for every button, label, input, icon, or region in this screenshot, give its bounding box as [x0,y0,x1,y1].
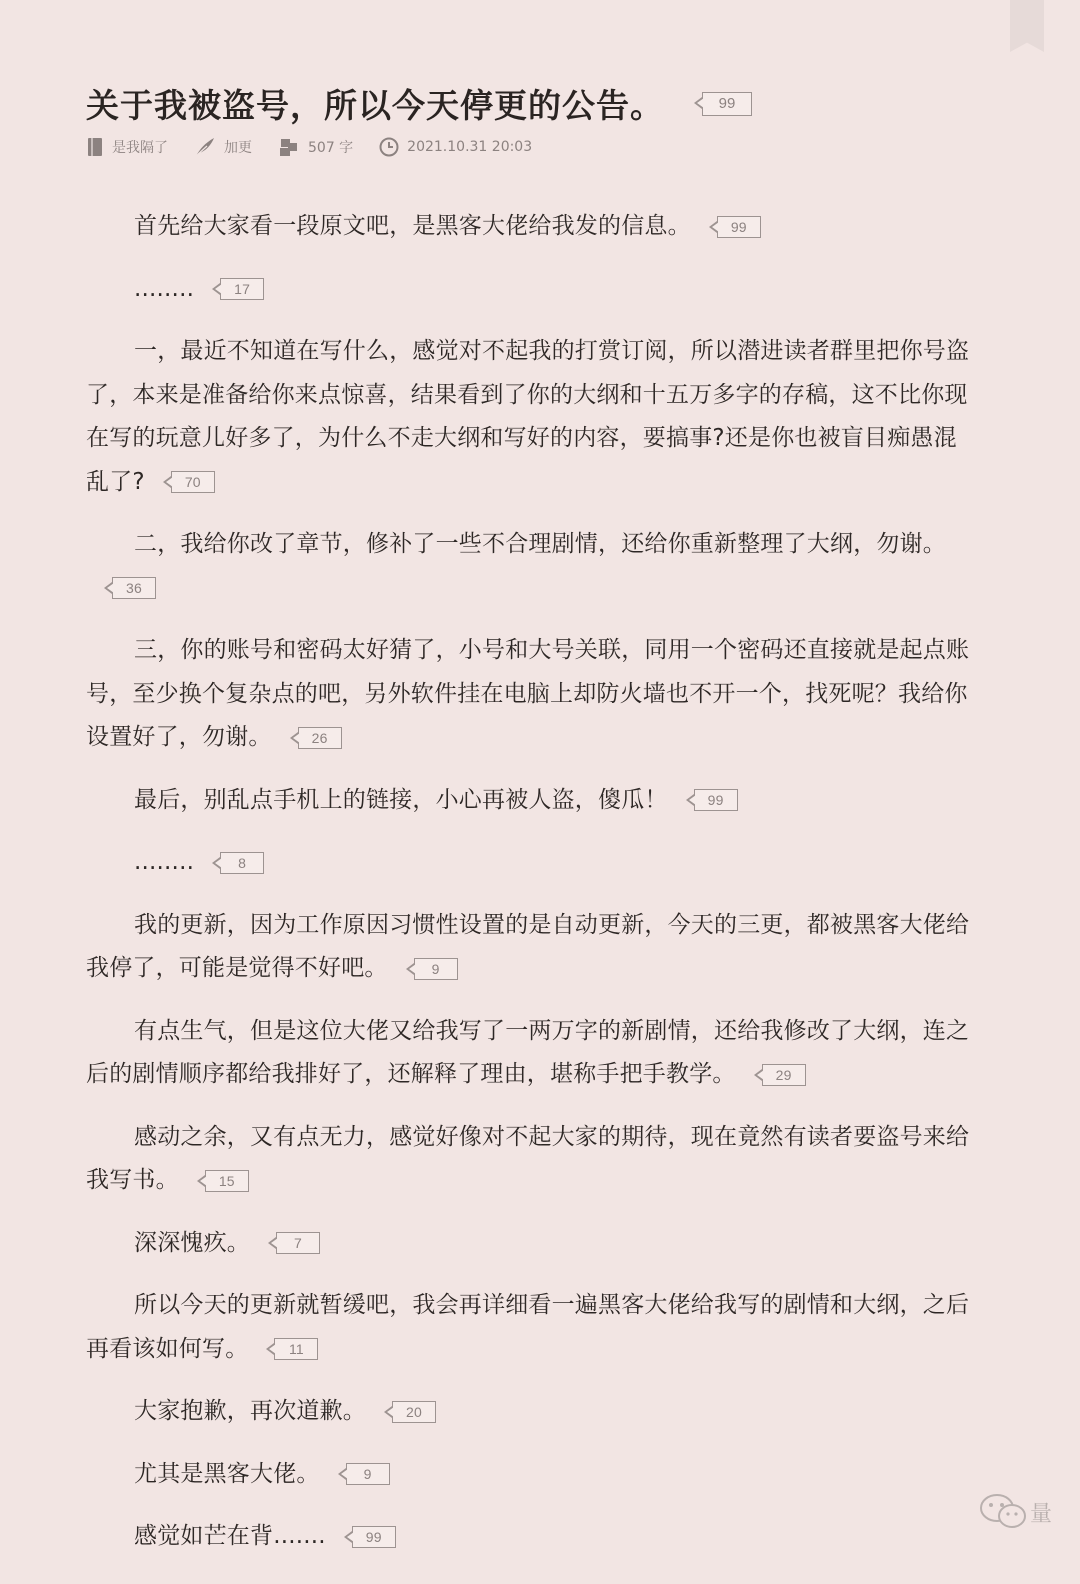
paragraph [86,1390,978,1434]
paragraph [86,779,978,823]
feather-icon [194,137,216,157]
stack-icon [278,137,300,157]
comment-badge[interactable]: 9 [414,958,458,980]
comment-badge[interactable]: 29 [762,1064,806,1086]
comment-badge[interactable]: 36 [112,577,156,599]
paragraph-text: 大家抱歉，再次道歉。 [134,1398,366,1424]
paragraph [86,330,978,504]
comment-badge[interactable]: 15 [205,1170,249,1192]
paragraph [86,523,978,610]
comment-badge[interactable]: 99 [717,216,761,238]
paragraph-text: 有点生气，但是这位大佬又给我写了一两万字的新剧情，还给我修改了大纲，连之后的剧情顺序都给我排好了，还解释了理由，堪称手把手教学。 [86,1017,970,1087]
paragraph-text: 三，你的账号和密码太好猜了，小号和大号关联，同用一个密码还直接就是起点账号，至少换个复杂点的吧，另外软件挂在电脑上却防火墙也不开一个，找死呢？我给你设置好了，勿谢。 [86,637,970,750]
meta-type [194,137,252,157]
paragraph-text: 二，我给你改了章节，修补了一些不合理剧情，还给你重新整理了大纲，勿谢。 [134,531,946,557]
paragraph-text: 感觉如芒在背....... [134,1523,326,1549]
meta-words [278,137,353,157]
paragraph [86,1116,978,1203]
paragraph [86,904,978,991]
comment-badge[interactable]: 70 [171,471,215,493]
paragraph [86,1515,978,1559]
comment-badge[interactable]: 8 [220,852,264,874]
paragraph-text: 深深愧疚。 [134,1229,250,1256]
paragraph-text: 感动之余，又有点无力，感觉好像对不起大家的期待，现在竟然有读者要盗号来给我写书。 [86,1123,970,1193]
paragraph [86,1284,978,1371]
title-row [86,80,752,127]
meta-time [379,137,532,157]
wechat-icon [978,1492,1030,1532]
paragraph-text: 所以今天的更新就暂缓吧，我会再详细看一遍黑客大佬给我写的剧情和大纲，之后再看该如何写。 [86,1292,970,1362]
comment-badge[interactable]: 11 [274,1338,318,1360]
paragraph-text: 首先给大家看一段原文吧，是黑客大佬给我发的信息。 [134,213,691,239]
paragraph-text: 最后，别乱点手机上的链接，小心再被人盗，傻瓜！ [134,786,668,813]
paragraph [86,841,978,885]
paragraph [86,268,978,312]
meta-book-label: 是我隔了 [112,140,168,156]
chapter-content [86,205,978,1578]
meta-type-label: 加更 [224,140,252,156]
comment-badge[interactable]: 17 [220,278,264,300]
watermark [978,1492,1052,1532]
paragraph-text: 尤其是黑客大佬。 [134,1460,320,1487]
paragraph [86,1010,978,1097]
paragraph [86,629,978,760]
chapter-title: 关于我被盗号，所以今天停更的公告。 [86,86,664,125]
meta-words-label: 507 字 [308,140,354,156]
paragraph-text: ........ [134,849,195,875]
meta-time-label: 2021.10.31 20:03 [407,139,533,155]
paragraph [86,205,978,249]
comment-badge[interactable]: 26 [298,727,342,749]
bookmark-icon[interactable] [1010,0,1044,52]
comment-badge[interactable]: 20 [392,1401,436,1423]
meta-book [86,137,168,157]
paragraph-text: ........ [134,275,195,302]
comment-badge[interactable]: 99 [694,789,738,811]
comment-badge[interactable]: 9 [346,1463,390,1485]
paragraph [86,1453,978,1497]
paragraph [86,1222,978,1266]
chapter-meta [86,137,558,157]
title-comment-badge[interactable]: 99 [702,92,752,116]
comment-badge[interactable]: 99 [352,1526,396,1548]
paragraph-text: 一，最近不知道在写什么，感觉对不起我的打赏订阅，所以潜进读者群里把你号盗了，本来是准备给你来点惊喜，结果看到了你的大纲和十五万多字的存稿，这不比你现在写的玩意儿好多了，为什么不走大纲和写好的内容，要搞事?还是你也被盲目痴愚混乱了? [86,338,970,495]
watermark-text: 量 [1030,1501,1053,1527]
clock-icon [379,137,399,157]
paragraph-text: 我的更新，因为工作原因习惯性设置的是自动更新，今天的三更，都被黑客大佬给我停了，可能是觉得不好吧。 [86,911,970,981]
comment-badge[interactable]: 7 [276,1232,320,1254]
book-icon [86,137,104,157]
